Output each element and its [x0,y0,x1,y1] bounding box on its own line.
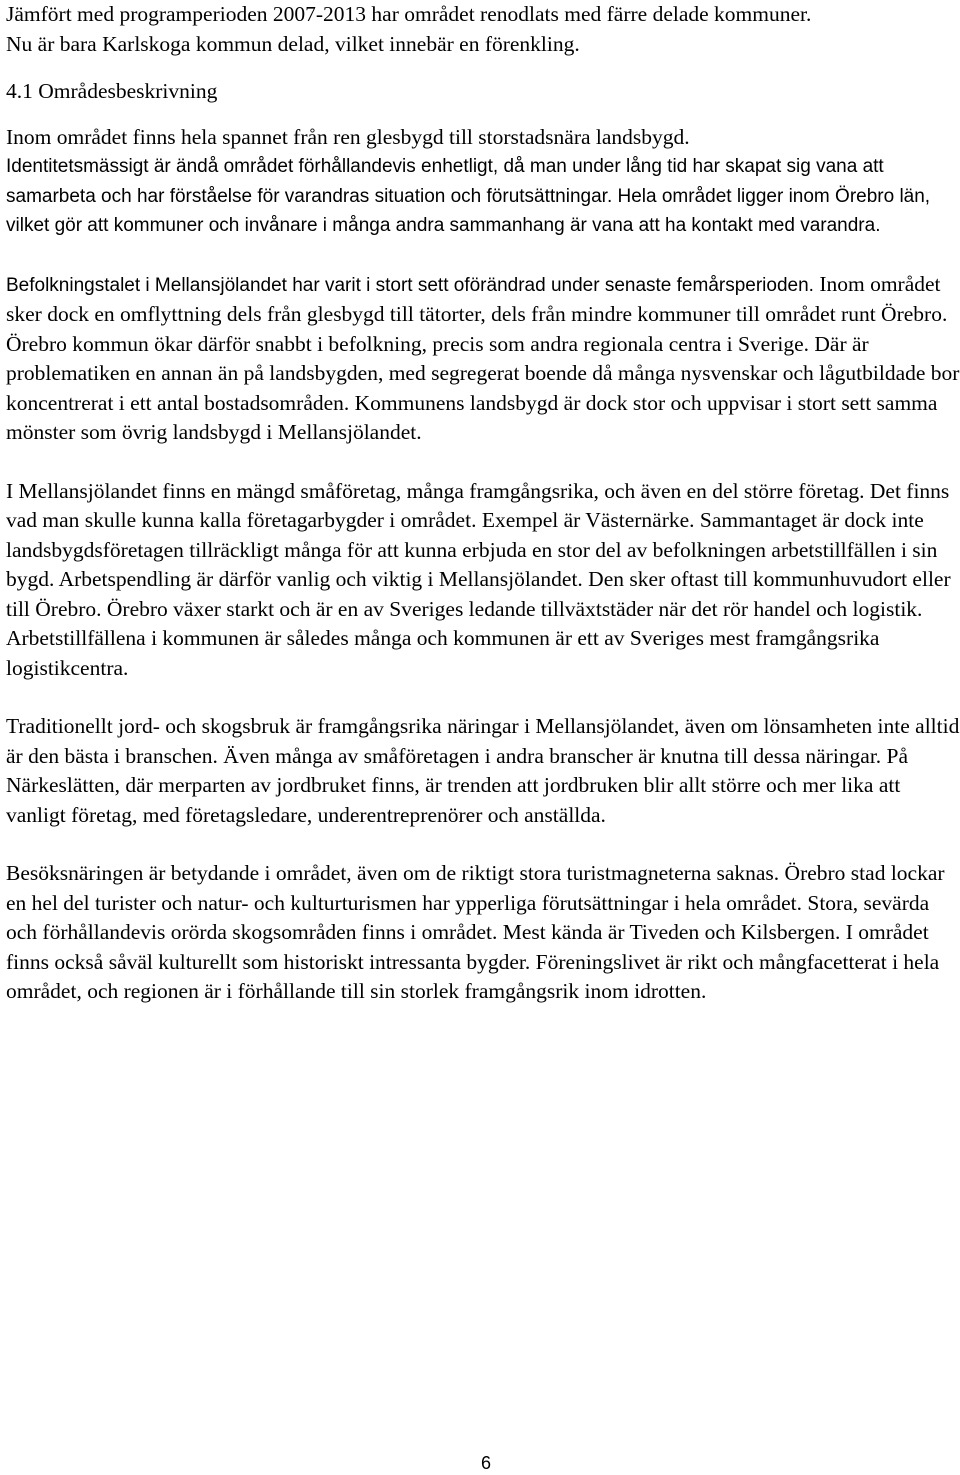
paragraph-business [6,477,960,684]
paragraph-population [6,270,960,448]
paragraph-2-sans: Befolkningstalet i Mellansjölandet har varit i stort sett oförändrad under senaste femårsperioden. [6,274,814,296]
paragraph-2 [6,270,960,448]
paragraph-5: Besöksnäringen är betydande i området, även om de riktigt stora turistmagneterna saknas. Örebro stad lockar en hel del turister och natur- och kulturturismen har ypperliga förutsättningar i hela området. Stora, sevärda och förhållandevis orörda skogsområden finns i området. Mest kända är Tiveden och Kilsbergen. I området finns också såväl kulturellt som historiskt intressanta bygder. Föreningslivet är rikt och mångfacetterat i hela området, och regionen är i förhållande till sin storlek framgångsrik inom idrotten. [6,861,945,1003]
paragraph-1-serif: Inom området finns hela spannet från ren glesbygd till storstadsnära landsbygd. [6,124,690,149]
paragraph-tourism [6,859,960,1007]
paragraph-1-sans: Identitetsmässigt är ändå området förhållandevis enhetligt, då man under lång tid har skapat sig vana att samarbeta och har förståelse för varandras situation och förutsättningar. Hela området ligger inom Örebro län, vilket gör att kommuner och invånare i många andra sammanhang är vana att ha kontakt med varandra. [6,156,931,236]
paragraph-area-description [6,123,960,241]
intro-line-2: Nu är bara Karlskoga kommun delad, vilket innebär en förenkling. [6,31,580,56]
section-heading: 4.1 Områdesbeskrivning [6,79,218,103]
intro-line-1: Jämfört med programperioden 2007-2013 har området renodlats med färre delade kommuner. [6,2,812,26]
paragraph-3: I Mellansjölandet finns en mängd småföretag, många framgångsrika, och även en del större företag. Det finns vad man skulle kunna kalla företagarbygder i området. Exempel är Västernärke. Sammantaget är dock inte landsbygdsföretagen tillräckligt många för att kunna erbjuda en stor del av befolkningen arbetstillfällen i sin bygd. Arbetspendling är därför vanlig och viktig i Mellansjölandet. Den sker oftast till kommunhuvudort eller till Örebro. Örebro växer starkt och är en av Sveriges ledande tillväxtstäder när det rör handel och logistik. Arbetstillfällena i kommunen är således många och kommunen är ett av Sveriges mest framgångsrika logistikcentra. [6,478,951,680]
paragraph-agriculture [6,712,960,830]
document-body [6,0,960,1036]
paragraph-2-serif: Inom området sker dock en omflyttning dels från glesbygd till tätorter, dels från mindre kommuner till området runt Örebro. Örebro kommun ökar därför snabbt i befolkning, precis som andra regionala centra i Sverige. Där är problematiken en annan än på landsbygden, med segregerat boende då många nysvenskar och lågutbildade bor koncentrerat i ett antal bostadsområden. Kommunens landsbygd är dock stor och uppvisar i stort sett samma mönster som övrig landsbygd i Mellansjölandet. [6,271,960,444]
page-number: 6 [480,1453,491,1473]
paragraph-4: Traditionellt jord- och skogsbruk är framgångsrika näringar i Mellansjölandet, även om lönsamheten inte alltid är den bästa i branschen. Även många av småföretagen i andra branscher är knutna till dessa näringar. På Närkeslätten, där merparten av jordbruket finns, är trenden att jordbruken blir allt större och mer lika att vanligt företag, med företagsledare, underentreprenörer och anställda. [6,714,960,827]
intro-paragraph [6,0,960,59]
